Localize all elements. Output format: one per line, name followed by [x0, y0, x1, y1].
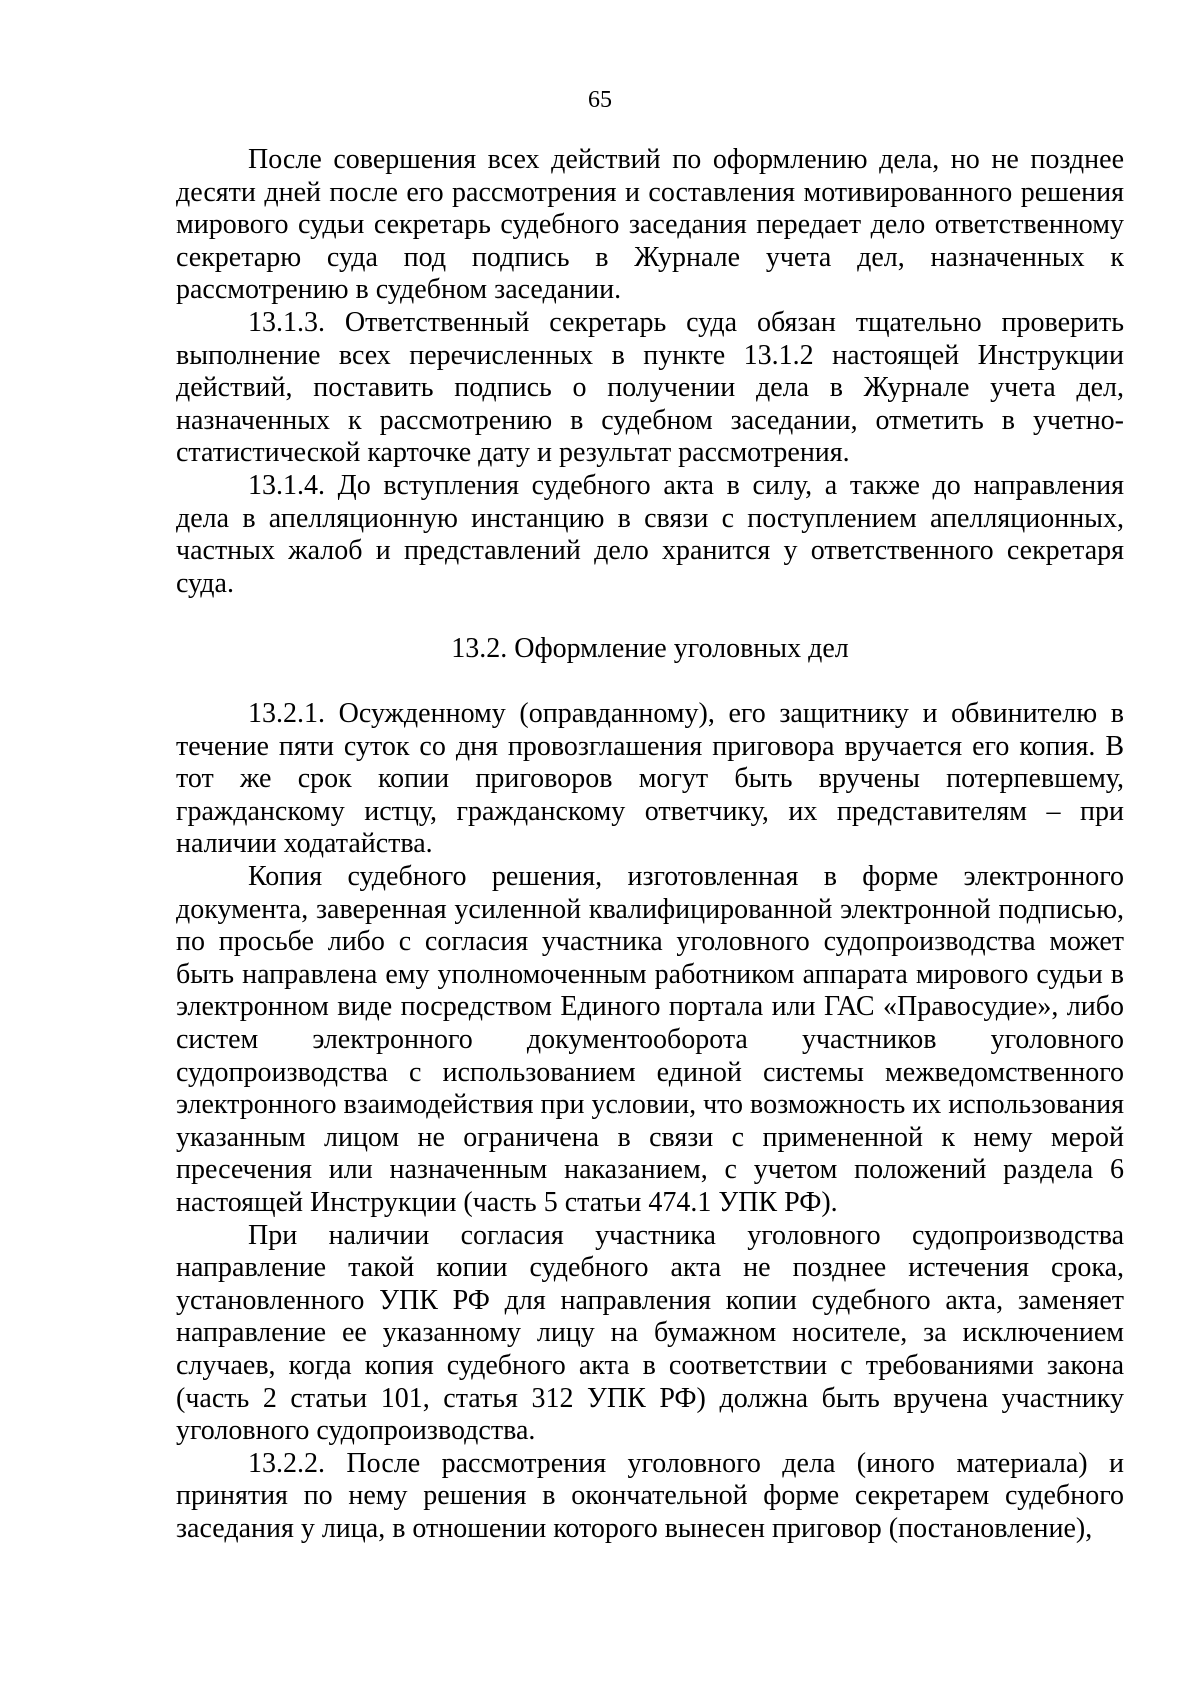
section-heading: 13.2. Оформление уголовных дел: [451, 632, 849, 664]
paragraph-13-1-3: 13.1.3. Ответственный секретарь суда обязан тщательно проверить выполнение всех перечисленных в пункте 13.1.2 настоящей Инструкции действий, поставить подпись о получении дела в Журнале учета дел, назначенных к рассмотрению в судебном заседании, отметить в учетно-статистической карточке дату и результат рассмотрения.: [176, 306, 1124, 469]
page-number: 65: [588, 87, 612, 113]
paragraph-electronic-copy: Копия судебного решения, изготовленная в форме электронного документа, заверенная усиленной квалифицированной электронной подписью, по просьбе либо с согласия участника уголовного судопроизводства может быть направлена ему уполномоченным работником аппарата мирового судьи в электронном виде посредством Единого портала или ГАС «Правосудие», либо систем электронного документооборота участников уголовного судопроизводства с использованием единой системы межведомственного электронного взаимодействия при условии, что возможность их использования указанным лицом не ограничена в связи с примененной к нему мерой пресечения или назначенным наказанием, с учетом положений раздела 6 настоящей Инструкции (часть 5 статьи 474.1 УПК РФ).: [176, 861, 1124, 1218]
paragraph-13-2-1: 13.2.1. Осужденному (оправданному), его защитнику и обвинителю в течение пяти суток со дня провозглашения приговора вручается его копия. В тот же срок копии приговоров могут быть вручены потерпевшему, гражданскому истцу, гражданскому ответчику, их представителям – при наличии ходатайства.: [176, 698, 1124, 860]
paragraph-13-2-2: 13.2.2. После рассмотрения уголовного дела (иного материала) и принятия по нему решения в окончательной форме секретарем судебного заседания у лица, в отношении которого вынесен приговор (постановление),: [176, 1447, 1124, 1544]
paragraph-case-transfer: После совершения всех действий по оформлению дела, но не позднее десяти дней после его рассмотрения и составления мотивированного решения мирового судьи секретарь судебного заседания передает дело ответственному секретарю суда под подпись в Журнале учета дел, назначенных к рассмотрению в судебном заседании.: [176, 144, 1124, 306]
paragraph-consent: При наличии согласия участника уголовного судопроизводства направление такой копии судебного акта не позднее истечения срока, установленного УПК РФ для направления копии судебного акта, заменяет направление ее указанному лицу на бумажном носителе, за исключением случаев, когда копия судебного акта в соответствии с требованиями закона (часть 2 статьи 101, статья 312 УПК РФ) должна быть вручена участнику уголовного судопроизводства.: [176, 1219, 1124, 1447]
paragraph-13-1-4: 13.1.4. До вступления судебного акта в силу, а также до направления дела в апелляционную инстанцию в связи с поступлением апелляционных, частных жалоб и представлений дело хранится у ответственного секретаря суда.: [176, 469, 1124, 599]
document-body: [176, 144, 1124, 1546]
